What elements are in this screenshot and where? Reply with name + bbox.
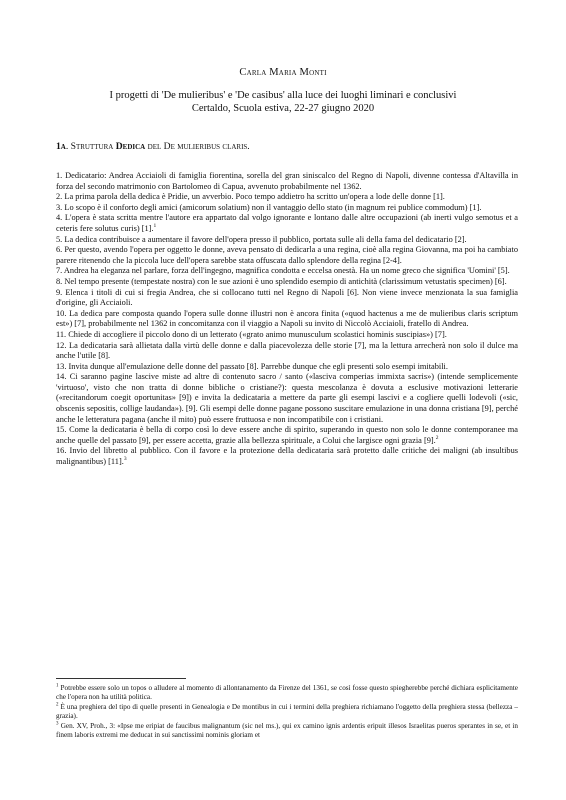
section-heading-bold: Dedica xyxy=(115,141,146,152)
list-item: 7. Andrea ha eleganza nel parlare, forza dell'ingegno, magnifica condotta e eccelsa onestà. Ha un nome greco che significa 'Uomini' [5]. xyxy=(56,266,510,276)
author-name: Carla Maria Monti xyxy=(239,67,327,78)
list-item: 3. Lo scopo è il conforto degli amici (amicorum solatium) non il vantaggio dello stato (in magnum rei publice commodum) [1]. xyxy=(56,202,482,212)
section-heading-prefix: . Struttura xyxy=(65,141,116,152)
section-heading xyxy=(56,141,516,152)
list-item: 15. Come la dedicataria è bella di corpo così lo deve essere anche di spirito, superando in questo non solo le donne contemporanee ma anche quelle del passato [9], per essere accetta, grazie alla bellezza spirituale, a Colui che largisce ogni grazia [9].$^2$ xyxy=(56,425,518,445)
footnote-ref: 3 xyxy=(123,456,127,463)
section-number: 1a xyxy=(56,141,66,152)
footnote: $^2$ È una preghiera del tipo di quelle presenti in Genealogia e De montibus in cui i termini della preghiera richiamano l'oggetto della preghiera stessa (bellezza – grazia). xyxy=(56,702,518,721)
section-heading-suffix: del De mulieribus claris. xyxy=(145,141,250,152)
footnote: $^3$ Gen. XV, Proh., 3: «Ipse me eripiat de faucibus malignantum (sic nel ms.), qui ex camino ignis ardentis eripuit illesos Israelitas pueros sperantes in se, et in finem laboris extremi me deducat in sui sanctissimi nominis gloriam et xyxy=(56,721,518,740)
paragraph-list xyxy=(56,171,518,468)
list-item: 11. Chiede di accogliere il piccolo dono di un letterato («grato animo munusculum scolastici hominis suscipias») [7]. xyxy=(56,329,447,339)
footnote-divider xyxy=(56,678,186,679)
list-item: 4. L'opera è stata scritta mentre l'autore era appartato dal volgo ignorante e lontano dalle altre occupazioni (ab inerti vulgo semotus et a ceteris fere solutus curis) [1].$^1$ xyxy=(56,213,518,233)
list-item: 5. La dedica contribuisce a aumentare il favore dell'opera presso il pubblico, portata sulle ali della fama del dedicatario [2]. xyxy=(56,234,467,244)
list-item: 2. La prima parola della dedica è Pridie, un avverbio. Poco tempo addietro ha scritto un'opera a lode delle donne [1]. xyxy=(56,192,445,202)
list-item: 12. La dedicataria sarà allietata dalla virtù delle donne e dalla piacevolezza delle storie [7], ma la lettura arrecherà non solo il dulce ma anche l'utile [8]. xyxy=(56,340,518,361)
list-item: 10. La dedica pare composta quando l'opera sulle donne illustri non è ancora finita («quod hactenus a me de mulieribus claris scriptum est») [7], probabilmente nel 1362 in concomitanza con il viaggio a Napoli su invito di Niccolò Acciaioli, fratello di Andrea. xyxy=(56,308,518,329)
list-item: 1. Dedicatario: Andrea Acciaioli di famiglia fiorentina, sorella del gran siniscalco del Regno di Napoli, divenne contessa d'Altavilla in forza del secondo matrimonio con Bartolomeo di Capua, avvenuto probabilmente nel 1362. xyxy=(56,171,518,191)
title-line: I progetti di 'De mulieribus' e 'De casibus' alla luce dei luoghi liminari e conclusivi xyxy=(109,90,457,101)
document-title xyxy=(40,89,526,115)
footnote-ref: 2 xyxy=(435,435,439,442)
list-item: 9. Elenca i titoli di cui si fregia Andrea, che si collocano tutti nel Regno di Napoli [6]. Non viene invece menzionata la sua famiglia d'origine, gli Acciaioli. xyxy=(56,287,518,308)
footnotes xyxy=(56,684,518,740)
footnote-ref: 1 xyxy=(153,223,157,230)
list-item: 16. Invio del libretto al pubblico. Con il favore e la protezione della dedicataria sarà protetto dalle critiche dei maligni (ab insultibus malignantibus) [11].$^3$ xyxy=(56,446,518,467)
footnote: $^1$ Potrebbe essere solo un topos o alludere al momento di allontanamento da Firenze del 1361, se così fosse questo spiegherebbe perché dichiara esplicitamente che l'opera non ha utilità politica. xyxy=(56,683,518,702)
list-item: 13. Invita dunque all'emulazione delle donne del passato [8]. Parrebbe dunque che egli presenti solo esempi imitabili. xyxy=(56,361,448,371)
list-item: 8. Nel tempo presente (tempestate nostra) con le sue azioni è uno splendido esempio di antichità (clarissimum vetustatis specimen) [6]. xyxy=(56,276,507,286)
list-item: 6. Per questo, avendo l'opera per oggetto le donne, aveva pensato di dedicarla a una regina, cioè alla regina Giovanna, ma poi ha cambiato parere ritenendo che la piccola luce dell'opera sarebbe stata offuscata dallo splendore della regina [2-4]. xyxy=(56,245,518,265)
list-item: 14. Ci saranno pagine lascive miste ad altre di contenuto sacro / santo («lasciva comperias immixta sacris») (intende semplicemente 'virtuoso', visto che non tratta di donne bibliche o cristiane?): questa mescolanza è dovuta a esclusive motivazioni letterarie («recitandorum coegit oportunitas» [9]) e invita la dedicataria a mettere da parte gli esempi lascivi e a cogliere quelli lodevoli («sic, obscenis sepositis, collige laudanda»). [9]. Gli esempi delle donne pagane possono suscitare emulazione in una donna cristiana [9], perché anche le letteratura pagana (anche il mito) può essere fruttuosa e non incompatibile con i cristiani. xyxy=(56,372,518,424)
subtitle-line: Certaldo, Scuola estiva, 22-27 giugno 2020 xyxy=(191,103,375,114)
